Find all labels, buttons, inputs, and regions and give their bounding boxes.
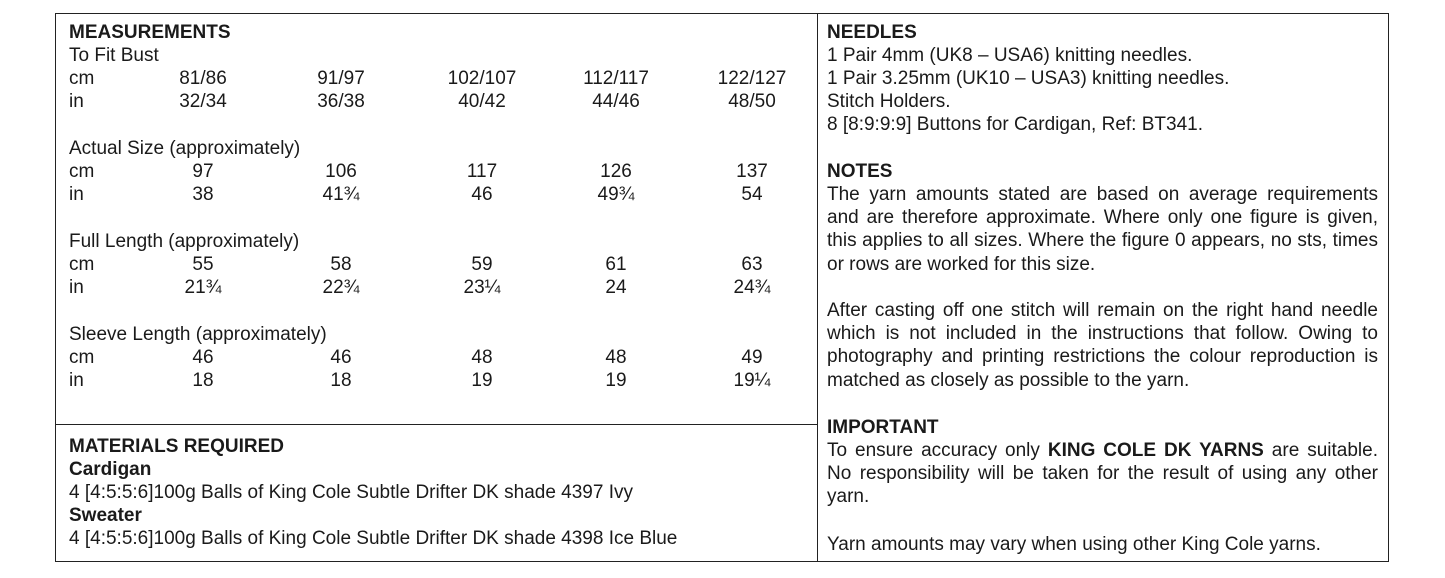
full-length-in: 23¼ <box>463 277 501 298</box>
sleeve-length-cm: 48 <box>605 347 627 368</box>
materials-heading: MATERIALS REQUIRED <box>69 436 284 457</box>
measurements-heading: MEASUREMENTS <box>69 22 231 43</box>
bust-in-value: 36/38 <box>317 91 365 112</box>
full-length-cm: 59 <box>471 254 493 275</box>
sleeve-length-cm: 48 <box>471 347 493 368</box>
yarn-note: Yarn amounts may vary when using other King Cole yarns. <box>827 534 1321 555</box>
bust-in-value: 40/42 <box>458 91 506 112</box>
bust-in-value: 48/50 <box>728 91 776 112</box>
actual-size-in: 41¾ <box>322 184 360 205</box>
to-fit-bust-label: To Fit Bust <box>69 45 159 66</box>
important-text: To ensure accuracy only <box>827 440 1048 461</box>
bust-cm-value: 102/107 <box>447 68 517 89</box>
full-length-in: 24¾ <box>733 277 771 298</box>
sleeve-length-in: 18 <box>330 370 352 391</box>
row-label-in: in <box>69 91 84 112</box>
cardigan-label: Cardigan <box>69 459 152 480</box>
actual-size-in: 54 <box>741 184 763 205</box>
row-label-in: in <box>69 370 84 391</box>
full-length-cm: 55 <box>192 254 214 275</box>
needles-item: 1 Pair 4mm (UK8 – USA6) knitting needles. <box>827 45 1193 66</box>
section-divider <box>55 424 818 425</box>
bust-in-value: 32/34 <box>179 91 227 112</box>
sleeve-length-cm: 46 <box>330 347 352 368</box>
notes-heading: NOTES <box>827 161 893 182</box>
full-length-in: 21¾ <box>184 277 222 298</box>
sweater-materials: 4 [4:5:5:6]100g Balls of King Cole Subtle Drifter DK shade 4398 Ice Blue <box>69 528 678 549</box>
actual-size-in: 49¾ <box>597 184 635 205</box>
actual-size-cm: 106 <box>325 161 357 182</box>
cardigan-materials: 4 [4:5:5:6]100g Balls of King Cole Subtle Drifter DK shade 4397 Ivy <box>69 482 633 503</box>
bust-cm-value: 91/97 <box>317 68 365 89</box>
sleeve-length-in: 19 <box>471 370 493 391</box>
important-paragraph <box>827 439 1378 509</box>
bust-cm-value: 81/86 <box>179 68 227 89</box>
needles-heading: NEEDLES <box>827 22 917 43</box>
actual-size-cm: 117 <box>466 161 498 182</box>
actual-size-in: 46 <box>471 184 493 205</box>
section-title: Sleeve Length (approximately) <box>69 324 327 345</box>
sleeve-length-in: 18 <box>192 370 214 391</box>
sweater-label: Sweater <box>69 505 142 526</box>
row-label-cm: cm <box>69 254 95 275</box>
important-heading: IMPORTANT <box>827 417 939 438</box>
section-title: Actual Size (approximately) <box>69 138 301 159</box>
full-length-cm: 61 <box>605 254 627 275</box>
needles-item: 8 [8:9:9:9] Buttons for Cardigan, Ref: BT341. <box>827 114 1203 135</box>
row-label-cm: cm <box>69 161 95 182</box>
section-title: Full Length (approximately) <box>69 231 300 252</box>
bust-in-value: 44/46 <box>592 91 640 112</box>
bust-cm-value: 112/117 <box>583 68 649 89</box>
actual-size-cm: 97 <box>192 161 214 182</box>
bust-cm-value: 122/127 <box>717 68 787 89</box>
column-divider <box>817 13 818 562</box>
sleeve-length-in: 19 <box>605 370 627 391</box>
important-text: are suitable. No responsibility will be taken for the result of using any other yarn. <box>827 440 1378 508</box>
full-length-cm: 63 <box>741 254 763 275</box>
sleeve-length-cm: 46 <box>192 347 214 368</box>
row-label-cm: cm <box>69 68 95 89</box>
row-label-cm: cm <box>69 347 95 368</box>
important-brand: KING COLE DK YARNS <box>1047 440 1264 461</box>
actual-size-cm: 126 <box>600 161 632 182</box>
sleeve-length-cm: 49 <box>741 347 763 368</box>
row-label-in: in <box>69 277 84 298</box>
notes-paragraph: The yarn amounts stated are based on average requirements and are therefore approximate. Where only one figure is given, this applies to all sizes. Where the figure 0 appears, no sts, times or rows are worked for this size. <box>827 184 1378 275</box>
full-length-in: 22¾ <box>322 277 360 298</box>
actual-size-cm: 137 <box>736 161 768 182</box>
notes-paragraph: After casting off one stitch will remain on the right hand needle which is not included in the instructions that follow. Owing to photography and printing restrictions the colour reproduction is matched as closely as possible to the yarn. <box>827 300 1378 391</box>
full-length-in: 24 <box>605 277 627 298</box>
actual-size-in: 38 <box>192 184 214 205</box>
needles-item: 1 Pair 3.25mm (UK10 – USA3) knitting needles. <box>827 68 1230 89</box>
row-label-in: in <box>69 184 84 205</box>
sleeve-length-in: 19¼ <box>733 370 771 391</box>
full-length-cm: 58 <box>330 254 352 275</box>
needles-item: Stitch Holders. <box>827 91 951 112</box>
